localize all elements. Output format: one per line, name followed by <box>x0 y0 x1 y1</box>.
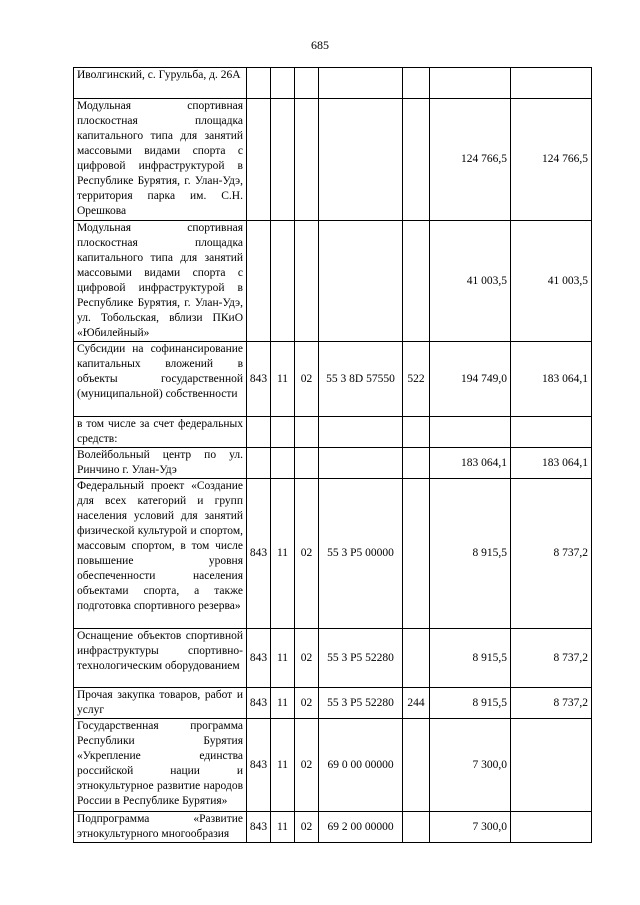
row-name-cell: Модульная спортивная плоскостная площадка капитального типа для занятий массовыми видами спорта с цифровой инфраструктурой в Республике Бурятия, г. Улан-Удэ, территория парка им. С.Н. Орешкова <box>74 99 247 221</box>
row-name-cell: Субсидии на софинансирование капитальных вложений в объекты государственной (муниципальной) собственности <box>74 342 247 417</box>
table-row <box>74 417 592 448</box>
section-code-cell: 11 <box>271 812 295 843</box>
target-article-cell: 55 3 Р5 52280 <box>319 629 403 688</box>
ministry-code-cell: 843 <box>247 688 271 719</box>
target-article-cell <box>319 448 403 479</box>
expense-type-cell <box>403 448 430 479</box>
row-name-cell: Государственная программа Республики Бурятия «Укрепление единства российской нации и этнокультурное развитие народов России в Республике Бурятия» <box>74 719 247 812</box>
ministry-code-cell <box>247 99 271 221</box>
target-article-cell: 69 0 00 00000 <box>319 719 403 812</box>
expense-type-cell <box>403 68 430 99</box>
table-row <box>74 99 592 221</box>
subsection-code-cell: 02 <box>295 479 319 629</box>
row-name-cell: Федеральный проект «Создание для всех категорий и групп населения условий для занятий физической культурой и спортом, массовым спортом, в том числе повышение уровня обеспеченности населения объектами спорта, а также подготовка спортивного резерва» <box>74 479 247 629</box>
ministry-code-cell: 843 <box>247 719 271 812</box>
ministry-code-cell <box>247 221 271 342</box>
target-article-cell: 55 3 8D 57550 <box>319 342 403 417</box>
ministry-code-cell <box>247 68 271 99</box>
target-article-cell: 55 3 Р5 00000 <box>319 479 403 629</box>
amount-first-cell: 124 766,5 <box>430 99 511 221</box>
amount-first-cell <box>430 68 511 99</box>
row-name-cell: Подпрограмма «Развитие этнокультурного многообразия <box>74 812 247 843</box>
section-code-cell: 11 <box>271 629 295 688</box>
table-row <box>74 479 592 629</box>
ministry-code-cell: 843 <box>247 812 271 843</box>
expense-type-cell <box>403 99 430 221</box>
subsection-code-cell <box>295 99 319 221</box>
amount-second-cell <box>511 68 592 99</box>
section-code-cell <box>271 68 295 99</box>
section-code-cell <box>271 221 295 342</box>
page-number: 685 <box>311 38 329 52</box>
row-name-cell: Модульная спортивная плоскостная площадка капитального типа для занятий массовыми видами спорта с цифровой инфраструктурой в Республике Бурятия, г. Улан-Удэ, ул. Тобольская, вблизи ПКиО «Юбилейный» <box>74 221 247 342</box>
ministry-code-cell: 843 <box>247 479 271 629</box>
expense-type-cell <box>403 629 430 688</box>
section-code-cell: 11 <box>271 342 295 417</box>
ministry-code-cell <box>247 448 271 479</box>
amount-second-cell: 8 737,2 <box>511 479 592 629</box>
section-code-cell <box>271 448 295 479</box>
table-row <box>74 629 592 688</box>
expense-type-cell <box>403 812 430 843</box>
amount-second-cell <box>511 417 592 448</box>
amount-first-cell: 41 003,5 <box>430 221 511 342</box>
expense-type-cell: 522 <box>403 342 430 417</box>
amount-second-cell <box>511 812 592 843</box>
amount-second-cell: 8 737,2 <box>511 688 592 719</box>
table-row <box>74 342 592 417</box>
target-article-cell <box>319 99 403 221</box>
table-row <box>74 688 592 719</box>
amount-first-cell: 7 300,0 <box>430 719 511 812</box>
section-code-cell: 11 <box>271 479 295 629</box>
row-name-cell: в том числе за счет федеральных средств: <box>74 417 247 448</box>
section-code-cell <box>271 99 295 221</box>
subsection-code-cell <box>295 417 319 448</box>
amount-second-cell: 124 766,5 <box>511 99 592 221</box>
target-article-cell <box>319 417 403 448</box>
amount-first-cell: 183 064,1 <box>430 448 511 479</box>
expense-type-cell <box>403 221 430 342</box>
row-name-cell: Волейбольный центр по ул. Ринчино г. Улан-Удэ <box>74 448 247 479</box>
table-row <box>74 812 592 843</box>
subsection-code-cell: 02 <box>295 688 319 719</box>
amount-first-cell: 8 915,5 <box>430 629 511 688</box>
row-name-cell: Прочая закупка товаров, работ и услуг <box>74 688 247 719</box>
amount-first-cell <box>430 417 511 448</box>
amount-second-cell <box>511 719 592 812</box>
ministry-code-cell: 843 <box>247 629 271 688</box>
section-code-cell: 11 <box>271 719 295 812</box>
target-article-cell <box>319 221 403 342</box>
row-name-cell: Оснащение объектов спортивной инфраструктуры спортивно-технологическим оборудованием <box>74 629 247 688</box>
budget-table <box>73 67 592 843</box>
amount-first-cell: 8 915,5 <box>430 688 511 719</box>
expense-type-cell <box>403 479 430 629</box>
amount-second-cell: 41 003,5 <box>511 221 592 342</box>
amount-second-cell: 183 064,1 <box>511 342 592 417</box>
table-row <box>74 719 592 812</box>
table-row <box>74 68 592 99</box>
subsection-code-cell <box>295 68 319 99</box>
amount-first-cell: 194 749,0 <box>430 342 511 417</box>
expense-type-cell: 244 <box>403 688 430 719</box>
table-row <box>74 448 592 479</box>
amount-first-cell: 7 300,0 <box>430 812 511 843</box>
subsection-code-cell <box>295 221 319 342</box>
ministry-code-cell <box>247 417 271 448</box>
target-article-cell: 55 3 Р5 52280 <box>319 688 403 719</box>
subsection-code-cell: 02 <box>295 342 319 417</box>
target-article-cell: 69 2 00 00000 <box>319 812 403 843</box>
subsection-code-cell: 02 <box>295 629 319 688</box>
amount-second-cell: 183 064,1 <box>511 448 592 479</box>
amount-first-cell: 8 915,5 <box>430 479 511 629</box>
subsection-code-cell: 02 <box>295 812 319 843</box>
target-article-cell <box>319 68 403 99</box>
section-code-cell <box>271 417 295 448</box>
subsection-code-cell <box>295 448 319 479</box>
table-row <box>74 221 592 342</box>
expense-type-cell <box>403 417 430 448</box>
expense-type-cell <box>403 719 430 812</box>
subsection-code-cell: 02 <box>295 719 319 812</box>
section-code-cell: 11 <box>271 688 295 719</box>
row-name-cell: Иволгинский, с. Гурульба, д. 26А <box>74 68 247 99</box>
ministry-code-cell: 843 <box>247 342 271 417</box>
amount-second-cell: 8 737,2 <box>511 629 592 688</box>
